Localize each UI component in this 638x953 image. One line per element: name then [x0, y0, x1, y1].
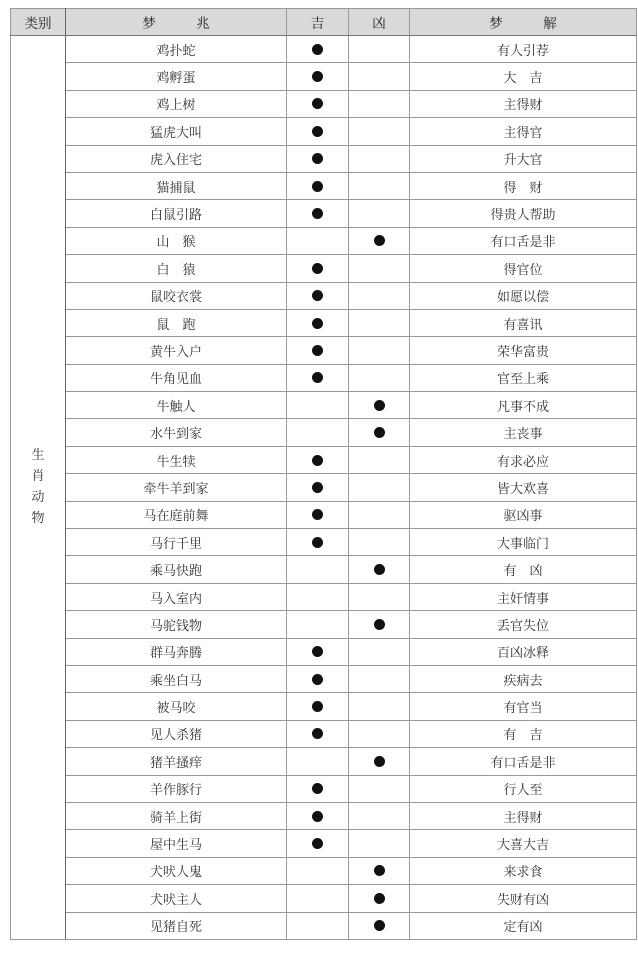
- good-cell: [287, 172, 349, 199]
- good-cell: [287, 255, 349, 282]
- good-cell: [287, 90, 349, 117]
- dream-cell: 鸡孵蛋: [66, 63, 287, 90]
- dream-cell: 被马咬: [66, 693, 287, 720]
- interpretation-cell: 大喜大吉: [410, 830, 637, 857]
- table-row: [11, 885, 637, 912]
- bad-cell: [349, 529, 410, 556]
- dream-cell: 犬吠人鬼: [66, 857, 287, 884]
- bad-cell: [349, 227, 410, 254]
- table-row: [11, 118, 637, 145]
- interpretation-cell: 得官位: [410, 255, 637, 282]
- bad-cell: [349, 830, 410, 857]
- bad-cell: [349, 501, 410, 528]
- good-marker-icon: [312, 509, 323, 520]
- dream-cell: 乘坐白马: [66, 665, 287, 692]
- good-marker-icon: [312, 44, 323, 55]
- table-row: [11, 665, 637, 692]
- interpretation-cell: 疾病去: [410, 665, 637, 692]
- bad-marker-icon: [374, 865, 385, 876]
- header-row: [11, 9, 637, 36]
- bad-cell: [349, 200, 410, 227]
- bad-cell: [349, 720, 410, 747]
- good-marker-icon: [312, 153, 323, 164]
- dream-cell: 牛生犊: [66, 446, 287, 473]
- good-cell: [287, 556, 349, 583]
- good-marker-icon: [312, 208, 323, 219]
- interpretation-cell: 大 吉: [410, 63, 637, 90]
- interpretation-cell: 主得官: [410, 118, 637, 145]
- interpretation-cell: 升大官: [410, 145, 637, 172]
- table-row: [11, 501, 637, 528]
- category-label: 生 肖 动 物: [31, 448, 45, 527]
- good-marker-icon: [312, 126, 323, 137]
- good-cell: [287, 638, 349, 665]
- header-interpretation: 梦 解: [410, 9, 637, 36]
- table-row: [11, 748, 637, 775]
- bad-cell: [349, 145, 410, 172]
- good-cell: [287, 309, 349, 336]
- bad-cell: [349, 255, 410, 282]
- interpretation-cell: 有喜讯: [410, 309, 637, 336]
- table-row: [11, 392, 637, 419]
- good-cell: [287, 364, 349, 391]
- good-marker-icon: [312, 646, 323, 657]
- table-row: [11, 529, 637, 556]
- good-cell: [287, 200, 349, 227]
- good-cell: [287, 282, 349, 309]
- interpretation-cell: 荣华富贵: [410, 337, 637, 364]
- header-dream: 梦 兆: [66, 9, 287, 36]
- table-row: [11, 419, 637, 446]
- good-cell: [287, 885, 349, 912]
- bad-cell: [349, 912, 410, 939]
- good-cell: [287, 501, 349, 528]
- bad-marker-icon: [374, 400, 385, 411]
- interpretation-cell: 大事临门: [410, 529, 637, 556]
- good-marker-icon: [312, 345, 323, 356]
- good-cell: [287, 36, 349, 63]
- table-row: [11, 172, 637, 199]
- dream-cell: 马入室内: [66, 583, 287, 610]
- bad-marker-icon: [374, 427, 385, 438]
- table-row: [11, 90, 637, 117]
- dream-cell: 水牛到家: [66, 419, 287, 446]
- interpretation-cell: 主得财: [410, 90, 637, 117]
- good-cell: [287, 419, 349, 446]
- bad-cell: [349, 638, 410, 665]
- bad-cell: [349, 364, 410, 391]
- interpretation-cell: 有口舌是非: [410, 748, 637, 775]
- good-cell: [287, 446, 349, 473]
- table-row: [11, 802, 637, 829]
- interpretation-cell: 丢官失位: [410, 611, 637, 638]
- bad-cell: [349, 556, 410, 583]
- bad-cell: [349, 474, 410, 501]
- interpretation-cell: 百凶冰释: [410, 638, 637, 665]
- good-cell: [287, 392, 349, 419]
- table-row: [11, 583, 637, 610]
- good-cell: [287, 720, 349, 747]
- dream-interpretation-table: [10, 8, 637, 940]
- interpretation-cell: 有 凶: [410, 556, 637, 583]
- header-good: 吉: [287, 9, 349, 36]
- dream-cell: 犬吠主人: [66, 885, 287, 912]
- good-cell: [287, 857, 349, 884]
- dream-cell: 鸡上树: [66, 90, 287, 117]
- interpretation-cell: 如愿以偿: [410, 282, 637, 309]
- dream-cell: 黄牛入户: [66, 337, 287, 364]
- bad-cell: [349, 583, 410, 610]
- dream-cell: 猛虎大叫: [66, 118, 287, 145]
- good-marker-icon: [312, 455, 323, 466]
- interpretation-cell: 有人引荐: [410, 36, 637, 63]
- bad-cell: [349, 282, 410, 309]
- good-marker-icon: [312, 537, 323, 548]
- good-cell: [287, 693, 349, 720]
- dream-cell: 马行千里: [66, 529, 287, 556]
- dream-cell: 马驼钱物: [66, 611, 287, 638]
- good-marker-icon: [312, 838, 323, 849]
- good-cell: [287, 63, 349, 90]
- good-cell: [287, 912, 349, 939]
- table-row: [11, 611, 637, 638]
- interpretation-cell: 得 财: [410, 172, 637, 199]
- bad-cell: [349, 337, 410, 364]
- table-row: [11, 337, 637, 364]
- dream-cell: 虎入住宅: [66, 145, 287, 172]
- bad-cell: [349, 665, 410, 692]
- table-row: [11, 474, 637, 501]
- good-cell: [287, 474, 349, 501]
- bad-cell: [349, 419, 410, 446]
- category-cell: [11, 36, 66, 940]
- good-cell: [287, 583, 349, 610]
- table-row: [11, 556, 637, 583]
- good-marker-icon: [312, 482, 323, 493]
- interpretation-cell: 官至上乘: [410, 364, 637, 391]
- good-marker-icon: [312, 728, 323, 739]
- table-row: [11, 857, 637, 884]
- bad-cell: [349, 90, 410, 117]
- table-row: [11, 282, 637, 309]
- interpretation-cell: 定有凶: [410, 912, 637, 939]
- dream-cell: 见猪自死: [66, 912, 287, 939]
- bad-marker-icon: [374, 756, 385, 767]
- table-row: [11, 309, 637, 336]
- dream-cell: 白鼠引路: [66, 200, 287, 227]
- good-cell: [287, 145, 349, 172]
- bad-marker-icon: [374, 619, 385, 630]
- bad-cell: [349, 857, 410, 884]
- dream-cell: 群马奔腾: [66, 638, 287, 665]
- interpretation-cell: 有 吉: [410, 720, 637, 747]
- table-row: [11, 63, 637, 90]
- good-cell: [287, 611, 349, 638]
- header-bad: 凶: [349, 9, 410, 36]
- good-marker-icon: [312, 318, 323, 329]
- dream-cell: 骑羊上街: [66, 802, 287, 829]
- dream-cell: 羊作豚行: [66, 775, 287, 802]
- table-row: [11, 830, 637, 857]
- bad-cell: [349, 446, 410, 473]
- interpretation-cell: 皆大欢喜: [410, 474, 637, 501]
- bad-cell: [349, 693, 410, 720]
- dream-cell: 牵牛羊到家: [66, 474, 287, 501]
- good-cell: [287, 337, 349, 364]
- table-row: [11, 364, 637, 391]
- bad-marker-icon: [374, 564, 385, 575]
- dream-cell: 见人杀猪: [66, 720, 287, 747]
- good-marker-icon: [312, 811, 323, 822]
- table-row: [11, 912, 637, 939]
- interpretation-cell: 失财有凶: [410, 885, 637, 912]
- dream-cell: 猪羊搔痒: [66, 748, 287, 775]
- dream-cell: 牛触人: [66, 392, 287, 419]
- table-row: [11, 638, 637, 665]
- bad-cell: [349, 802, 410, 829]
- good-marker-icon: [312, 701, 323, 712]
- table-body: [11, 36, 637, 940]
- bad-marker-icon: [374, 920, 385, 931]
- table-row: [11, 255, 637, 282]
- bad-marker-icon: [374, 893, 385, 904]
- bad-cell: [349, 885, 410, 912]
- interpretation-cell: 行人至: [410, 775, 637, 802]
- bad-cell: [349, 36, 410, 63]
- dream-cell: 马在庭前舞: [66, 501, 287, 528]
- interpretation-cell: 有口舌是非: [410, 227, 637, 254]
- table-row: [11, 36, 637, 63]
- dream-cell: 猫捕鼠: [66, 172, 287, 199]
- table-row: [11, 446, 637, 473]
- good-marker-icon: [312, 372, 323, 383]
- dream-cell: 屋中生马: [66, 830, 287, 857]
- interpretation-cell: 主奸情事: [410, 583, 637, 610]
- good-cell: [287, 830, 349, 857]
- interpretation-cell: 主得财: [410, 802, 637, 829]
- interpretation-cell: 有官当: [410, 693, 637, 720]
- bad-cell: [349, 775, 410, 802]
- bad-cell: [349, 172, 410, 199]
- good-cell: [287, 118, 349, 145]
- table-row: [11, 775, 637, 802]
- table-row: [11, 200, 637, 227]
- good-cell: [287, 529, 349, 556]
- good-marker-icon: [312, 674, 323, 685]
- header-category: 类别: [11, 9, 66, 36]
- interpretation-cell: 凡事不成: [410, 392, 637, 419]
- good-marker-icon: [312, 290, 323, 301]
- dream-cell: 鼠 跑: [66, 309, 287, 336]
- table-row: [11, 227, 637, 254]
- interpretation-cell: 得贵人帮助: [410, 200, 637, 227]
- good-marker-icon: [312, 98, 323, 109]
- bad-cell: [349, 392, 410, 419]
- table-row: [11, 145, 637, 172]
- bad-cell: [349, 611, 410, 638]
- bad-cell: [349, 309, 410, 336]
- bad-cell: [349, 748, 410, 775]
- table-row: [11, 720, 637, 747]
- good-marker-icon: [312, 783, 323, 794]
- bad-cell: [349, 63, 410, 90]
- dream-cell: 鼠咬衣裳: [66, 282, 287, 309]
- good-marker-icon: [312, 263, 323, 274]
- dream-cell: 牛角见血: [66, 364, 287, 391]
- dream-cell: 白 猿: [66, 255, 287, 282]
- good-cell: [287, 802, 349, 829]
- good-cell: [287, 665, 349, 692]
- table-row: [11, 693, 637, 720]
- interpretation-cell: 驱凶事: [410, 501, 637, 528]
- good-marker-icon: [312, 71, 323, 82]
- good-cell: [287, 748, 349, 775]
- bad-marker-icon: [374, 235, 385, 246]
- good-marker-icon: [312, 181, 323, 192]
- bad-cell: [349, 118, 410, 145]
- dream-cell: 山 猴: [66, 227, 287, 254]
- good-cell: [287, 775, 349, 802]
- dream-cell: 鸡扑蛇: [66, 36, 287, 63]
- interpretation-cell: 来求食: [410, 857, 637, 884]
- interpretation-cell: 主丧事: [410, 419, 637, 446]
- good-cell: [287, 227, 349, 254]
- dream-cell: 乘马快跑: [66, 556, 287, 583]
- interpretation-cell: 有求必应: [410, 446, 637, 473]
